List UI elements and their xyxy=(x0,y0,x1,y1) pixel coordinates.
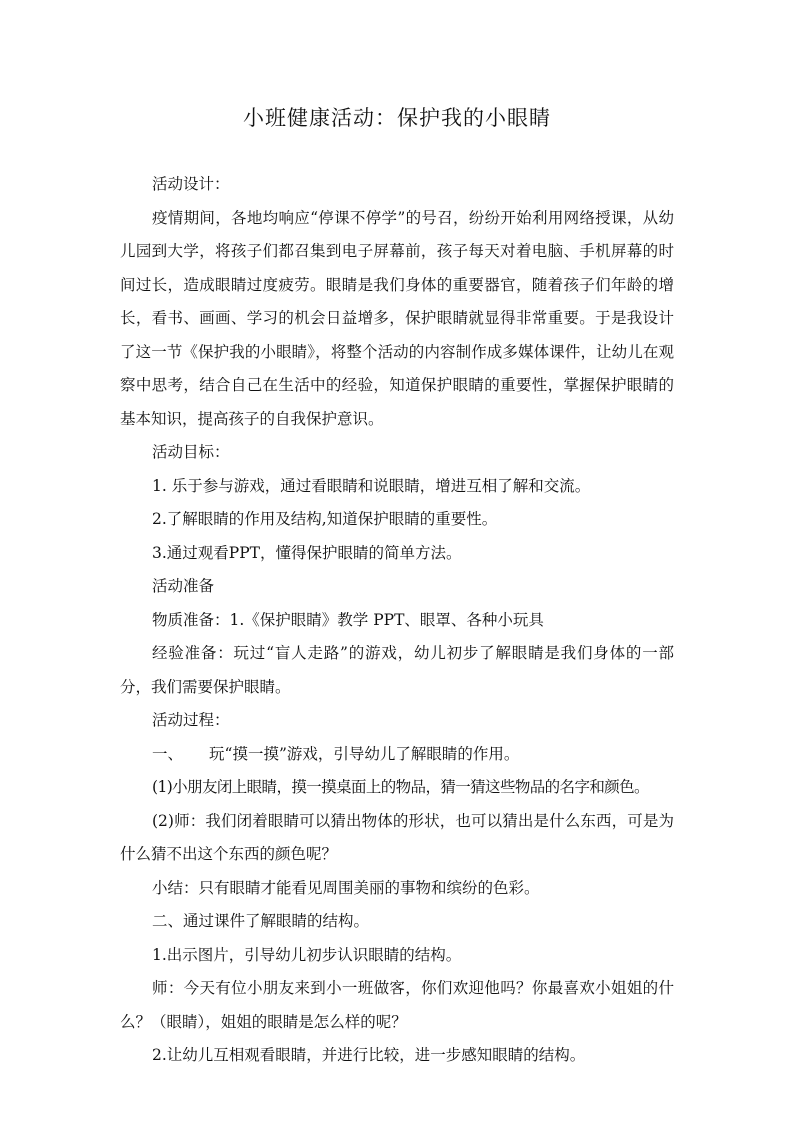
design-heading: 活动设计： xyxy=(152,175,230,193)
step-1-text: 玩“摸一摸”游戏，引导幼儿了解眼睛的作用。 xyxy=(209,744,520,763)
goal-item-1: 1. 乐于参与游戏，通过看眼睛和说眼睛，增进互相了解和交流。 xyxy=(152,476,591,495)
process-step-2-teacher: 师：今天有位小朋友来到小一班做客，你们欢迎他吗？你最喜欢小姐姐的什么？（眼睛），姐姐的眼睛是怎么样的呢？ xyxy=(120,979,674,1031)
goals-heading: 活动目标： xyxy=(152,443,230,461)
prep-experience: 经验准备：玩过“盲人走路”的游戏，幼儿初步了解眼睛是我们身体的一部分，我们需要保护眼睛。 xyxy=(120,644,674,696)
process-step-1a: (1)小朋友闭上眼睛，摸一摸桌面上的物品，猜一猜这些物品的名字和颜色。 xyxy=(152,778,649,796)
process-step-1b: (2)师：我们闭着眼睛可以猜出物体的形状，也可以猜出是什么东西，可是为什么猜不出这个东西的颜色呢？ xyxy=(120,811,674,863)
process-step-2: 二、通过课件了解眼睛的结构。 xyxy=(152,912,370,930)
goal-item-2: 2.了解眼睛的作用及结构,知道保护眼睛的重要性。 xyxy=(152,510,498,528)
process-step-2-1: 1.出示图片，引导幼儿初步认识眼睛的结构。 xyxy=(152,945,462,964)
design-paragraph: 疫情期间，各地均响应“停课不停学”的号召，纷纷开始利用网络授课，从幼儿园到大学，将孩子们都召集到电子屏幕前，孩子每天对着电脑、手机屏幕的时间过长，造成眼睛过度疲劳。眼睛是我们身体的重要器官，随着孩子们年龄的增长，看书、画画、学习的机会日益增多，保护眼睛就显得非常重要。于是我设计了这一节《保护我的小眼睛》，将整个活动的内容制作成多媒体课件，让幼儿在观察中思考，结合自己在生活中的经验，知道保护眼睛的重要性，掌握保护眼睛的基本知识，提高孩子的自我保护意识。 xyxy=(120,208,674,428)
process-step-1 xyxy=(120,738,674,772)
process-heading: 活动过程： xyxy=(152,711,230,729)
goal-item-3: 3.通过观看PPT，懂得保护眼睛的简单方法。 xyxy=(152,543,462,562)
prep-material: 物质准备：1.《保护眼睛》教学 PPT、眼罩、各种小玩具 xyxy=(152,610,544,629)
prep-heading: 活动准备 xyxy=(152,577,215,595)
step-1-number: 一、 xyxy=(152,744,184,763)
process-summary: 小结：只有眼睛才能看见周围美丽的事物和缤纷的色彩。 xyxy=(152,878,540,897)
document-body xyxy=(120,168,674,1073)
process-step-2-2: 2.让幼儿互相观看眼睛，并进行比较，进一步感知眼睛的结构。 xyxy=(152,1046,586,1064)
document-title: 小班健康活动：保护我的小眼睛 xyxy=(243,106,551,130)
